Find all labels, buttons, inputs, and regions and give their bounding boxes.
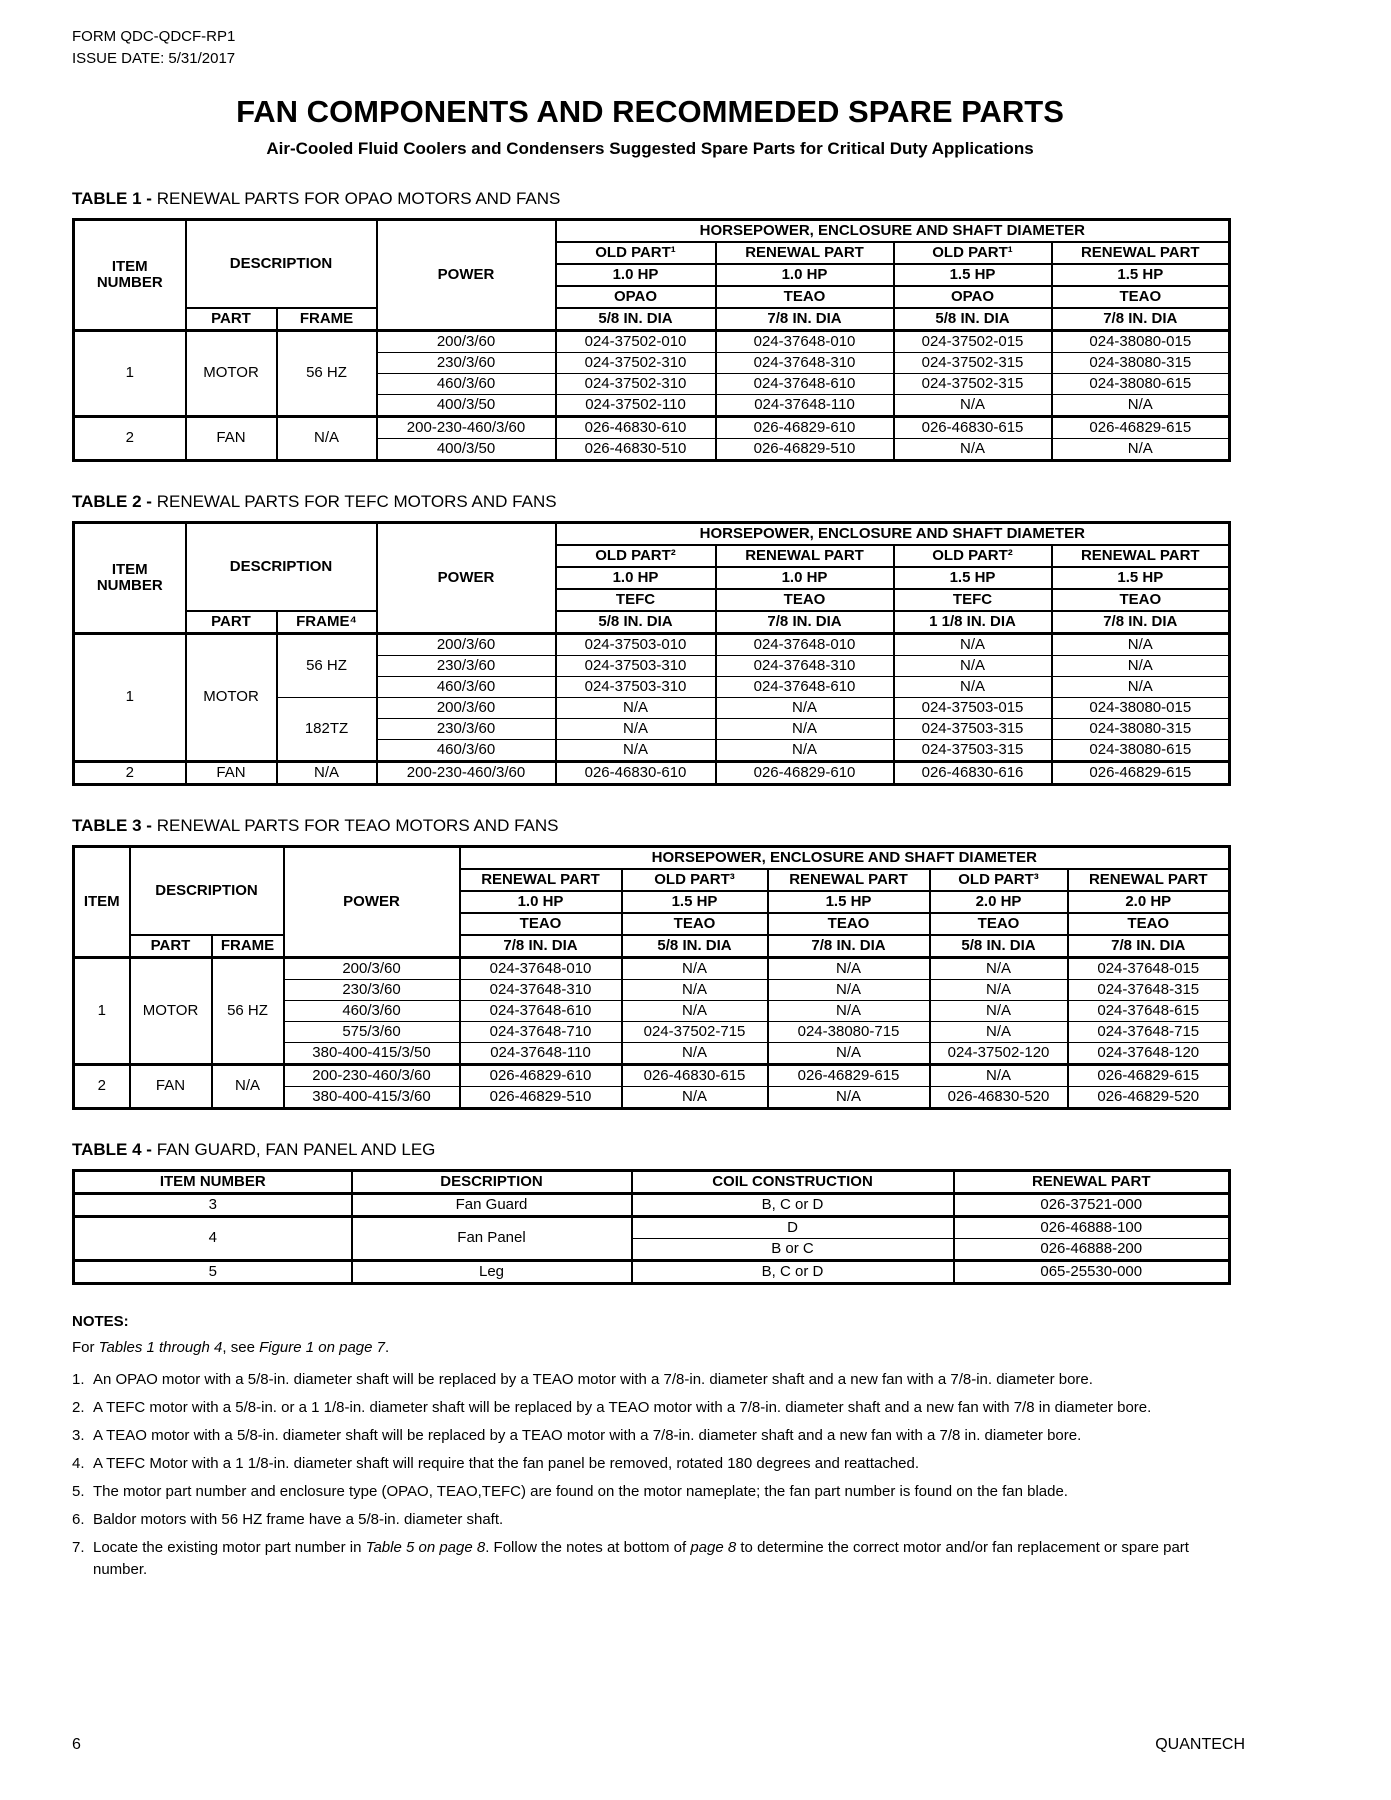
note-text: An OPAO motor with a 5/8-in. diameter shaft will be replaced by a TEAO motor with a 7/8-in. diameter shaft and a new fan with a 7/8-in. diameter bore. <box>93 1371 1093 1388</box>
part-number-cell: N/A <box>930 958 1068 980</box>
power-cell: 200/3/60 <box>284 958 460 980</box>
header-cell: FRAME <box>277 308 377 331</box>
table4-caption-text: FAN GUARD, FAN PANEL AND LEG <box>156 1140 436 1159</box>
header-cell: OLD PART³ <box>622 869 768 891</box>
part-number-cell: 024-37648-615 <box>1068 1001 1230 1022</box>
part-number-cell: 026-46829-510 <box>460 1087 622 1109</box>
header-cell: 1.0 HP <box>460 891 622 913</box>
part-cell: MOTOR <box>186 331 277 417</box>
part-number-cell: 024-38080-715 <box>768 1022 930 1043</box>
part-cell: MOTOR <box>130 958 212 1065</box>
item-cell: 2 <box>74 417 186 461</box>
part-number-cell: 024-37648-610 <box>460 1001 622 1022</box>
header-cell: POWER <box>377 523 556 634</box>
note-text: A TEAO motor with a 5/8-in. diameter shaft will be replaced by a TEAO motor with a 7/8-in. diameter shaft and a new fan with a 7/8 in. diameter bore. <box>93 1427 1082 1444</box>
table-teao-renewal-parts <box>72 845 1231 1110</box>
part-number-cell: N/A <box>894 439 1052 461</box>
brand-name: QUANTECH <box>1155 1736 1245 1753</box>
part-number-cell: 024-37648-610 <box>716 374 894 395</box>
part-number-cell: 024-37648-715 <box>1068 1022 1230 1043</box>
header-cell: 1.0 HP <box>556 567 716 589</box>
item-cell: 5 <box>74 1261 352 1284</box>
coil-cell: D <box>632 1217 954 1239</box>
note-item <box>72 1509 1232 1531</box>
part-number-cell: 024-37648-610 <box>716 677 894 698</box>
part-number-cell: 026-46830-520 <box>930 1087 1068 1109</box>
part-number-cell: N/A <box>622 1087 768 1109</box>
note-item <box>72 1425 1232 1447</box>
item-cell: 2 <box>74 762 186 785</box>
header-cell: RENEWAL PART <box>1068 869 1230 891</box>
part-number-cell: 024-37648-015 <box>1068 958 1230 980</box>
part-number-cell: N/A <box>1052 395 1230 417</box>
power-cell: 380-400-415/3/60 <box>284 1087 460 1109</box>
part-number-cell: 026-46830-615 <box>622 1065 768 1087</box>
note-item <box>72 1397 1232 1419</box>
part-number-cell: 024-38080-015 <box>1052 331 1230 353</box>
part-number-cell: N/A <box>556 740 716 762</box>
part-number-cell: N/A <box>556 719 716 740</box>
table4-caption-label: TABLE 4 - <box>72 1140 152 1159</box>
header-cell: HORSEPOWER, ENCLOSURE AND SHAFT DIAMETER <box>556 220 1230 243</box>
part-number-cell: 024-37502-010 <box>556 331 716 353</box>
part-number-cell: N/A <box>768 1043 930 1065</box>
frame-cell: N/A <box>277 762 377 785</box>
header-cell: TEAO <box>1052 589 1230 611</box>
header-cell: 1.5 HP <box>1052 264 1230 286</box>
header-cell: PART <box>130 935 212 958</box>
header-cell: FRAME⁴ <box>277 611 377 634</box>
part-number-cell: N/A <box>622 958 768 980</box>
table-tefc-renewal-parts <box>72 521 1231 786</box>
form-number: FORM QDC-QDCF-RP1 <box>72 28 236 45</box>
issue-date: ISSUE DATE: 5/31/2017 <box>72 50 236 67</box>
table2-caption-text: RENEWAL PARTS FOR TEFC MOTORS AND FANS <box>156 492 557 511</box>
header-cell: 7/8 IN. DIA <box>1052 611 1230 634</box>
part-number-cell: 026-46888-200 <box>954 1239 1230 1261</box>
header-cell: HORSEPOWER, ENCLOSURE AND SHAFT DIAMETER <box>460 847 1230 870</box>
part-number-cell: 024-37503-315 <box>894 740 1052 762</box>
header-cell: DESCRIPTION <box>130 847 284 936</box>
header-cell: 7/8 IN. DIA <box>1052 308 1230 331</box>
note-text: A TEFC motor with a 5/8-in. or a 1 1/8-in. diameter shaft will be replaced by a TEAO motor with a 7/8-in. diameter shaft and a new fan with 7/8 in diameter bore. <box>93 1399 1152 1416</box>
header-cell: TEAO <box>622 913 768 935</box>
part-number-cell: 024-37648-310 <box>716 656 894 677</box>
header-cell: RENEWAL PART <box>954 1171 1230 1194</box>
part-number-cell: 026-46829-610 <box>460 1065 622 1087</box>
part-number-cell: 024-37503-010 <box>556 634 716 656</box>
header-cell: 1.5 HP <box>622 891 768 913</box>
part-number-cell: 065-25530-000 <box>954 1261 1230 1284</box>
header-cell: 5/8 IN. DIA <box>930 935 1068 958</box>
note-item <box>72 1369 1232 1391</box>
part-number-cell: 024-37502-015 <box>894 331 1052 353</box>
part-number-cell: 024-38080-315 <box>1052 719 1230 740</box>
part-number-cell: 024-38080-615 <box>1052 740 1230 762</box>
part-number-cell: 024-37502-315 <box>894 374 1052 395</box>
header-cell: 1.5 HP <box>768 891 930 913</box>
part-number-cell: 026-46829-615 <box>1068 1065 1230 1087</box>
notes-heading: NOTES: <box>72 1313 129 1330</box>
header-cell: TEAO <box>716 286 894 308</box>
header-cell: ITEM <box>74 847 130 958</box>
header-cell: POWER <box>284 847 460 958</box>
table3-caption-label: TABLE 3 - <box>72 816 152 835</box>
part-number-cell: 024-37503-315 <box>894 719 1052 740</box>
header-cell: POWER <box>377 220 556 331</box>
header-cell: 5/8 IN. DIA <box>556 308 716 331</box>
part-number-cell: 026-46830-615 <box>894 417 1052 439</box>
note-text: The motor part number and enclosure type (OPAO, TEAO,TEFC) are found on the motor nameplate; the fan part number is found on the fan blade. <box>93 1483 1068 1500</box>
part-number-cell: N/A <box>768 1087 930 1109</box>
part-number-cell: 024-37648-120 <box>1068 1043 1230 1065</box>
part-number-cell: 026-46830-610 <box>556 417 716 439</box>
header-cell: RENEWAL PART <box>716 545 894 567</box>
note-number: 7. <box>72 1539 85 1556</box>
header-cell: RENEWAL PART <box>716 242 894 264</box>
header-cell: TEAO <box>716 589 894 611</box>
table-fan-guard-panel-leg <box>72 1169 1231 1285</box>
coil-cell: B or C <box>632 1239 954 1261</box>
notes-section <box>72 1311 1232 1581</box>
frame-cell: 56 HZ <box>277 331 377 417</box>
table1-caption-text: RENEWAL PARTS FOR OPAO MOTORS AND FANS <box>156 189 561 208</box>
frame-cell: N/A <box>212 1065 284 1109</box>
part-number-cell: N/A <box>768 980 930 1001</box>
part-cell: FAN <box>186 417 277 461</box>
part-cell: MOTOR <box>186 634 277 762</box>
power-cell: 400/3/50 <box>377 395 556 417</box>
part-number-cell: 024-37502-120 <box>930 1043 1068 1065</box>
part-number-cell: N/A <box>894 677 1052 698</box>
header-cell: ITEM NUMBER <box>74 220 186 331</box>
note-item <box>72 1453 1232 1475</box>
power-cell: 230/3/60 <box>284 980 460 1001</box>
part-cell: FAN <box>186 762 277 785</box>
part-number-cell: N/A <box>768 1001 930 1022</box>
power-cell: 460/3/60 <box>377 740 556 762</box>
header-cell: RENEWAL PART <box>1052 545 1230 567</box>
description-cell: Fan Panel <box>352 1217 632 1261</box>
table3-caption <box>72 816 1391 836</box>
coil-cell: B, C or D <box>632 1261 954 1284</box>
item-cell: 1 <box>74 958 130 1065</box>
header-cell: OLD PART² <box>556 545 716 567</box>
header-cell: 7/8 IN. DIA <box>716 611 894 634</box>
item-cell: 1 <box>74 331 186 417</box>
item-cell: 2 <box>74 1065 130 1109</box>
part-number-cell: 024-37648-110 <box>716 395 894 417</box>
part-number-cell: N/A <box>1052 656 1230 677</box>
part-number-cell: 024-37502-310 <box>556 374 716 395</box>
part-number-cell: N/A <box>894 656 1052 677</box>
part-number-cell: N/A <box>894 395 1052 417</box>
header-cell: TEAO <box>930 913 1068 935</box>
header-cell: DESCRIPTION <box>186 523 377 612</box>
header-cell: TEAO <box>768 913 930 935</box>
header-cell: COIL CONSTRUCTION <box>632 1171 954 1194</box>
part-number-cell: N/A <box>622 980 768 1001</box>
part-number-cell: 024-37648-010 <box>716 331 894 353</box>
part-number-cell: 024-38080-015 <box>1052 698 1230 719</box>
table3-caption-text: RENEWAL PARTS FOR TEAO MOTORS AND FANS <box>156 816 559 835</box>
part-number-cell: N/A <box>716 740 894 762</box>
frame-cell: 56 HZ <box>277 634 377 698</box>
part-number-cell: 024-37648-310 <box>716 353 894 374</box>
header-cell: ITEM NUMBER <box>74 523 186 634</box>
header-cell: 1 1/8 IN. DIA <box>894 611 1052 634</box>
note-text: Locate the existing motor part number in Table 5 on page 8. Follow the notes at bottom of page 8 to determine the correct motor and/or fan replacement or spare part number. <box>93 1539 1189 1578</box>
table2-caption <box>72 492 1391 512</box>
coil-cell: B, C or D <box>632 1194 954 1217</box>
part-number-cell: N/A <box>556 698 716 719</box>
header-cell: TEAO <box>1052 286 1230 308</box>
part-number-cell: 024-37503-310 <box>556 677 716 698</box>
part-number-cell: 024-37648-310 <box>460 980 622 1001</box>
power-cell: 230/3/60 <box>377 719 556 740</box>
part-number-cell: 024-38080-315 <box>1052 353 1230 374</box>
power-cell: 380-400-415/3/50 <box>284 1043 460 1065</box>
part-number-cell: N/A <box>930 980 1068 1001</box>
part-number-cell: 024-37648-010 <box>460 958 622 980</box>
header-cell: 7/8 IN. DIA <box>1068 935 1230 958</box>
note-number: 4. <box>72 1455 85 1472</box>
header-cell: TEFC <box>894 589 1052 611</box>
header-cell: 1.0 HP <box>716 567 894 589</box>
header-cell: DESCRIPTION <box>352 1171 632 1194</box>
part-number-cell: 024-37503-310 <box>556 656 716 677</box>
header-cell: OLD PART¹ <box>894 242 1052 264</box>
notes-intro: For Tables 1 through 4, see Figure 1 on page 7. <box>72 1339 390 1356</box>
part-number-cell: 024-37648-110 <box>460 1043 622 1065</box>
power-cell: 200-230-460/3/60 <box>377 417 556 439</box>
header-cell: TEAO <box>1068 913 1230 935</box>
power-cell: 200-230-460/3/60 <box>377 762 556 785</box>
part-number-cell: 024-37503-015 <box>894 698 1052 719</box>
part-number-cell: 026-46829-615 <box>1052 762 1230 785</box>
header-cell: ITEM NUMBER <box>74 1171 352 1194</box>
part-number-cell: 026-46829-610 <box>716 417 894 439</box>
note-item <box>72 1481 1232 1503</box>
table2-caption-label: TABLE 2 - <box>72 492 152 511</box>
part-number-cell: N/A <box>1052 634 1230 656</box>
part-number-cell: 026-46829-610 <box>716 762 894 785</box>
header-cell: RENEWAL PART <box>768 869 930 891</box>
part-number-cell: N/A <box>1052 677 1230 698</box>
header-cell: PART <box>186 308 277 331</box>
header-cell: RENEWAL PART <box>1052 242 1230 264</box>
header-cell: TEAO <box>460 913 622 935</box>
part-number-cell: 024-37648-315 <box>1068 980 1230 1001</box>
power-cell: 200/3/60 <box>377 331 556 353</box>
table4-caption <box>72 1140 1391 1160</box>
part-number-cell: N/A <box>930 1001 1068 1022</box>
header-cell: RENEWAL PART <box>460 869 622 891</box>
part-number-cell: N/A <box>894 634 1052 656</box>
part-number-cell: N/A <box>716 719 894 740</box>
table1-caption <box>72 189 1391 209</box>
page-number: 6 <box>72 1736 81 1753</box>
part-number-cell: 024-37502-715 <box>622 1022 768 1043</box>
item-cell: 3 <box>74 1194 352 1217</box>
header-cell: TEFC <box>556 589 716 611</box>
power-cell: 200/3/60 <box>377 634 556 656</box>
frame-cell: 56 HZ <box>212 958 284 1065</box>
part-number-cell: 026-46829-510 <box>716 439 894 461</box>
part-number-cell: N/A <box>1052 439 1230 461</box>
page-title: FAN COMPONENTS AND RECOMMEDED SPARE PARTS <box>236 94 1064 129</box>
power-cell: 400/3/50 <box>377 439 556 461</box>
header-cell: 5/8 IN. DIA <box>622 935 768 958</box>
part-number-cell: N/A <box>622 1043 768 1065</box>
note-number: 5. <box>72 1483 85 1500</box>
power-cell: 200/3/60 <box>377 698 556 719</box>
power-cell: 230/3/60 <box>377 656 556 677</box>
table1-caption-label: TABLE 1 - <box>72 189 152 208</box>
part-number-cell: 026-46830-610 <box>556 762 716 785</box>
frame-cell: N/A <box>277 417 377 461</box>
header-cell: OPAO <box>556 286 716 308</box>
part-number-cell: 024-37648-710 <box>460 1022 622 1043</box>
header-cell: OPAO <box>894 286 1052 308</box>
part-number-cell: 026-46830-510 <box>556 439 716 461</box>
part-number-cell: 026-46888-100 <box>954 1217 1230 1239</box>
part-number-cell: 026-46830-616 <box>894 762 1052 785</box>
table-opao-renewal-parts <box>72 218 1231 462</box>
part-cell: FAN <box>130 1065 212 1109</box>
note-number: 1. <box>72 1371 85 1388</box>
description-cell: Leg <box>352 1261 632 1284</box>
part-number-cell: 026-37521-000 <box>954 1194 1230 1217</box>
part-number-cell: 024-37648-010 <box>716 634 894 656</box>
page-subtitle: Air-Cooled Fluid Coolers and Condensers Suggested Spare Parts for Critical Duty Applications <box>266 139 1034 158</box>
header-cell: OLD PART² <box>894 545 1052 567</box>
part-number-cell: N/A <box>716 698 894 719</box>
header-cell: 5/8 IN. DIA <box>894 308 1052 331</box>
header-cell: 7/8 IN. DIA <box>716 308 894 331</box>
header-cell: OLD PART¹ <box>556 242 716 264</box>
note-item <box>72 1537 1232 1581</box>
note-number: 2. <box>72 1399 85 1416</box>
part-number-cell: 024-37502-110 <box>556 395 716 417</box>
header-cell: 5/8 IN. DIA <box>556 611 716 634</box>
part-number-cell: 024-38080-615 <box>1052 374 1230 395</box>
frame-cell: 182TZ <box>277 698 377 762</box>
part-number-cell: N/A <box>930 1022 1068 1043</box>
power-cell: 460/3/60 <box>377 677 556 698</box>
power-cell: 460/3/60 <box>284 1001 460 1022</box>
header-cell: HORSEPOWER, ENCLOSURE AND SHAFT DIAMETER <box>556 523 1230 546</box>
header-cell: PART <box>186 611 277 634</box>
part-number-cell: N/A <box>768 958 930 980</box>
part-number-cell: 024-37502-310 <box>556 353 716 374</box>
part-number-cell: 026-46829-520 <box>1068 1087 1230 1109</box>
header-cell: 1.5 HP <box>1052 567 1230 589</box>
part-number-cell: 026-46829-615 <box>768 1065 930 1087</box>
header-cell: 1.0 HP <box>716 264 894 286</box>
part-number-cell: 024-37502-315 <box>894 353 1052 374</box>
power-cell: 200-230-460/3/60 <box>284 1065 460 1087</box>
header-cell: DESCRIPTION <box>186 220 377 309</box>
power-cell: 575/3/60 <box>284 1022 460 1043</box>
power-cell: 230/3/60 <box>377 353 556 374</box>
header-cell: 2.0 HP <box>930 891 1068 913</box>
header-cell: 7/8 IN. DIA <box>460 935 622 958</box>
description-cell: Fan Guard <box>352 1194 632 1217</box>
power-cell: 460/3/60 <box>377 374 556 395</box>
header-cell: 1.0 HP <box>556 264 716 286</box>
header-cell: OLD PART³ <box>930 869 1068 891</box>
note-text: Baldor motors with 56 HZ frame have a 5/8-in. diameter shaft. <box>93 1511 504 1528</box>
note-number: 3. <box>72 1427 85 1444</box>
note-number: 6. <box>72 1511 85 1528</box>
item-cell: 4 <box>74 1217 352 1261</box>
page-footer <box>72 1736 1245 1754</box>
part-number-cell: N/A <box>930 1065 1068 1087</box>
header-cell: 2.0 HP <box>1068 891 1230 913</box>
header-cell: 1.5 HP <box>894 567 1052 589</box>
header-cell: FRAME <box>212 935 284 958</box>
note-text: A TEFC Motor with a 1 1/8-in. diameter shaft will require that the fan panel be removed, rotated 180 degrees and reattached. <box>93 1455 920 1472</box>
document-header <box>72 26 1391 70</box>
header-cell: 7/8 IN. DIA <box>768 935 930 958</box>
item-cell: 1 <box>74 634 186 762</box>
part-number-cell: 026-46829-615 <box>1052 417 1230 439</box>
header-cell: 1.5 HP <box>894 264 1052 286</box>
part-number-cell: N/A <box>622 1001 768 1022</box>
